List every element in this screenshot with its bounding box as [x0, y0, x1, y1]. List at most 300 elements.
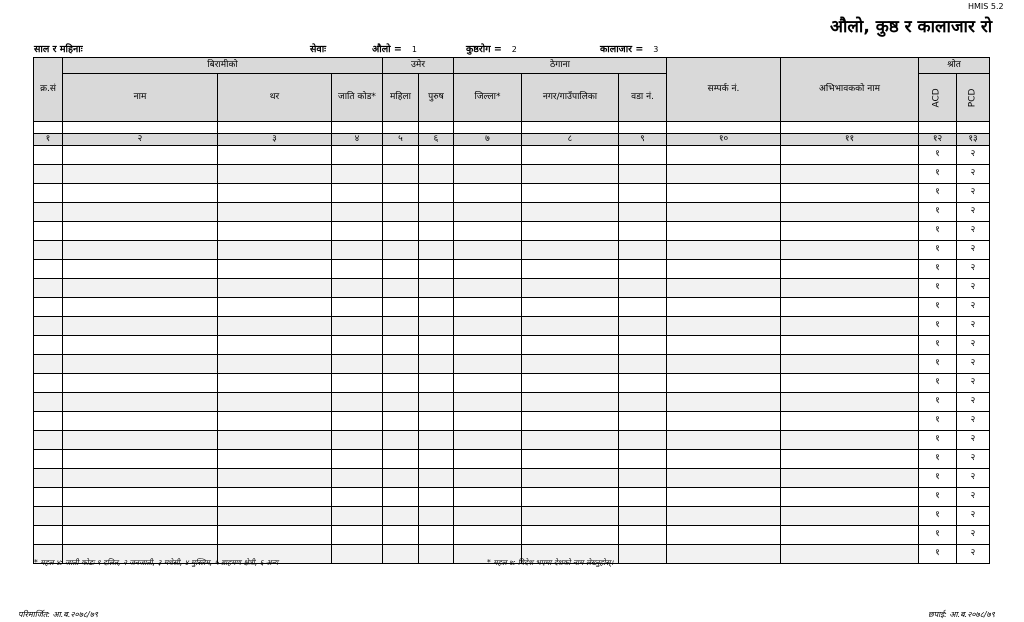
entry-cell[interactable] — [667, 393, 781, 412]
entry-cell[interactable] — [332, 412, 383, 431]
acd-option-cell[interactable]: १ — [919, 184, 957, 203]
entry-cell[interactable] — [34, 165, 63, 184]
acd-option-cell[interactable]: १ — [919, 412, 957, 431]
entry-cell[interactable] — [781, 336, 919, 355]
entry-cell[interactable] — [454, 355, 522, 374]
entry-cell[interactable] — [454, 298, 522, 317]
entry-cell[interactable] — [34, 241, 63, 260]
entry-cell[interactable] — [619, 146, 667, 165]
entry-cell[interactable] — [34, 374, 63, 393]
entry-cell[interactable] — [332, 526, 383, 545]
entry-cell[interactable] — [218, 355, 332, 374]
entry-cell[interactable] — [63, 203, 218, 222]
entry-cell[interactable] — [218, 526, 332, 545]
entry-cell[interactable] — [619, 260, 667, 279]
entry-cell[interactable] — [419, 545, 454, 564]
table-row — [34, 241, 990, 260]
entry-cell[interactable] — [63, 355, 218, 374]
entry-cell[interactable] — [522, 317, 619, 336]
entry-cell[interactable] — [383, 336, 419, 355]
entry-cell[interactable] — [454, 146, 522, 165]
entry-cell[interactable] — [419, 355, 454, 374]
entry-cell[interactable] — [667, 260, 781, 279]
entry-cell[interactable] — [454, 203, 522, 222]
acd-option-cell[interactable]: १ — [919, 469, 957, 488]
entry-cell[interactable] — [63, 450, 218, 469]
entry-cell[interactable] — [419, 203, 454, 222]
entry-cell[interactable] — [454, 431, 522, 450]
entry-cell[interactable] — [63, 317, 218, 336]
entry-cell[interactable] — [419, 507, 454, 526]
pcd-option-cell[interactable]: २ — [957, 203, 990, 222]
entry-cell[interactable] — [34, 488, 63, 507]
entry-cell[interactable] — [667, 146, 781, 165]
entry-cell[interactable] — [667, 336, 781, 355]
table-row — [34, 146, 990, 165]
entry-cell[interactable] — [522, 146, 619, 165]
entry-cell[interactable] — [667, 431, 781, 450]
entry-cell[interactable] — [63, 488, 218, 507]
entry-cell[interactable] — [34, 260, 63, 279]
pcd-option-cell[interactable]: २ — [957, 526, 990, 545]
entry-cell[interactable] — [218, 374, 332, 393]
entry-cell[interactable] — [781, 165, 919, 184]
pcd-option-cell[interactable]: २ — [957, 279, 990, 298]
entry-cell[interactable] — [667, 355, 781, 374]
pcd-option-cell[interactable]: २ — [957, 374, 990, 393]
entry-cell[interactable] — [218, 412, 332, 431]
pcd-option-cell[interactable]: २ — [957, 488, 990, 507]
entry-cell[interactable] — [619, 279, 667, 298]
acd-option-cell[interactable]: १ — [919, 507, 957, 526]
column-number-row — [34, 134, 990, 146]
entry-cell[interactable] — [667, 298, 781, 317]
entry-cell[interactable] — [781, 355, 919, 374]
entry-cell[interactable] — [332, 488, 383, 507]
entry-cell[interactable] — [332, 545, 383, 564]
entry-cell[interactable] — [454, 507, 522, 526]
entry-cell[interactable] — [218, 165, 332, 184]
entry-cell[interactable] — [218, 469, 332, 488]
col-caste-header: जाति कोड* — [332, 74, 383, 122]
acd-option-cell[interactable]: १ — [919, 545, 957, 564]
entry-cell[interactable] — [619, 317, 667, 336]
entry-cell[interactable] — [781, 450, 919, 469]
pcd-option-cell[interactable]: २ — [957, 450, 990, 469]
entry-cell[interactable] — [63, 279, 218, 298]
entry-cell[interactable] — [383, 412, 419, 431]
pcd-option-cell[interactable]: २ — [957, 355, 990, 374]
entry-cell[interactable] — [383, 298, 419, 317]
entry-cell[interactable] — [332, 507, 383, 526]
entry-cell[interactable] — [332, 260, 383, 279]
entry-cell[interactable] — [522, 450, 619, 469]
register-table — [33, 57, 990, 564]
entry-cell[interactable] — [619, 526, 667, 545]
entry-cell[interactable] — [63, 469, 218, 488]
entry-cell[interactable] — [454, 184, 522, 203]
entry-cell[interactable] — [667, 450, 781, 469]
entry-cell[interactable] — [454, 469, 522, 488]
pcd-option-cell[interactable]: २ — [957, 545, 990, 564]
entry-cell[interactable] — [667, 412, 781, 431]
entry-cell[interactable] — [522, 184, 619, 203]
pcd-option-cell[interactable]: २ — [957, 336, 990, 355]
entry-cell[interactable] — [619, 374, 667, 393]
entry-cell[interactable] — [218, 298, 332, 317]
entry-cell[interactable] — [667, 241, 781, 260]
form-code: HMIS 5.2 — [968, 2, 1004, 11]
entry-cell[interactable] — [332, 165, 383, 184]
entry-cell[interactable] — [454, 222, 522, 241]
entry-cell[interactable] — [63, 241, 218, 260]
entry-cell[interactable] — [781, 545, 919, 564]
entry-cell[interactable] — [454, 374, 522, 393]
col-ward-header: वडा नं. — [619, 74, 667, 122]
entry-cell[interactable] — [667, 165, 781, 184]
entry-cell[interactable] — [781, 203, 919, 222]
option-value: 1 — [411, 45, 417, 54]
entry-cell[interactable] — [667, 374, 781, 393]
entry-cell[interactable] — [419, 279, 454, 298]
entry-cell[interactable] — [781, 431, 919, 450]
option-label: औलो = — [372, 44, 402, 55]
entry-cell[interactable] — [419, 298, 454, 317]
entry-cell[interactable] — [332, 374, 383, 393]
entry-cell[interactable] — [619, 298, 667, 317]
entry-cell[interactable] — [332, 241, 383, 260]
acd-option-cell[interactable]: १ — [919, 355, 957, 374]
entry-cell[interactable] — [218, 260, 332, 279]
footer-printed: छपाई: आ.ब.२०७८/७९ — [928, 610, 995, 619]
entry-cell[interactable] — [34, 355, 63, 374]
entry-cell[interactable] — [419, 165, 454, 184]
entry-cell[interactable] — [419, 222, 454, 241]
entry-cell[interactable] — [419, 526, 454, 545]
entry-cell[interactable] — [34, 146, 63, 165]
entry-cell[interactable] — [522, 298, 619, 317]
entry-cell[interactable] — [781, 298, 919, 317]
entry-cell[interactable] — [332, 355, 383, 374]
entry-cell[interactable] — [667, 545, 781, 564]
entry-cell[interactable] — [667, 526, 781, 545]
entry-cell[interactable] — [619, 431, 667, 450]
entry-cell[interactable] — [454, 412, 522, 431]
entry-cell[interactable] — [332, 203, 383, 222]
pcd-option-cell[interactable]: २ — [957, 469, 990, 488]
entry-cell[interactable] — [419, 336, 454, 355]
entry-cell[interactable] — [619, 488, 667, 507]
entry-cell[interactable] — [419, 412, 454, 431]
entry-cell[interactable] — [63, 507, 218, 526]
entry-cell[interactable] — [667, 507, 781, 526]
entry-cell[interactable] — [332, 146, 383, 165]
entry-cell[interactable] — [522, 241, 619, 260]
entry-cell[interactable] — [383, 488, 419, 507]
entry-cell[interactable] — [522, 260, 619, 279]
entry-cell[interactable] — [619, 507, 667, 526]
entry-cell[interactable] — [383, 469, 419, 488]
entry-cell[interactable] — [454, 488, 522, 507]
entry-cell[interactable] — [218, 184, 332, 203]
entry-cell[interactable] — [619, 355, 667, 374]
entry-cell[interactable] — [63, 393, 218, 412]
entry-cell[interactable] — [34, 203, 63, 222]
entry-cell[interactable] — [332, 317, 383, 336]
entry-cell[interactable] — [63, 165, 218, 184]
entry-cell[interactable] — [619, 412, 667, 431]
pcd-option-cell[interactable]: २ — [957, 412, 990, 431]
entry-cell[interactable] — [383, 203, 419, 222]
entry-cell[interactable] — [218, 393, 332, 412]
entry-cell[interactable] — [34, 222, 63, 241]
entry-cell[interactable] — [332, 298, 383, 317]
entry-cell[interactable] — [619, 165, 667, 184]
entry-cell[interactable] — [781, 279, 919, 298]
entry-cell[interactable] — [34, 412, 63, 431]
entry-cell[interactable] — [34, 184, 63, 203]
entry-cell[interactable] — [383, 279, 419, 298]
column-number: १० — [667, 134, 781, 146]
pcd-option-cell[interactable]: २ — [957, 431, 990, 450]
acd-option-cell[interactable]: १ — [919, 146, 957, 165]
entry-cell[interactable] — [522, 393, 619, 412]
entry-cell[interactable] — [522, 203, 619, 222]
acd-option-cell[interactable]: १ — [919, 336, 957, 355]
entry-cell[interactable] — [383, 222, 419, 241]
entry-cell[interactable] — [218, 317, 332, 336]
entry-cell[interactable] — [522, 165, 619, 184]
entry-cell[interactable] — [619, 203, 667, 222]
entry-cell[interactable] — [522, 507, 619, 526]
entry-cell[interactable] — [522, 469, 619, 488]
acd-option-cell[interactable]: १ — [919, 222, 957, 241]
column-number: ६ — [419, 134, 454, 146]
entry-cell[interactable] — [619, 469, 667, 488]
entry-cell[interactable] — [454, 241, 522, 260]
entry-cell[interactable] — [667, 469, 781, 488]
entry-cell[interactable] — [63, 146, 218, 165]
acd-option-cell[interactable]: १ — [919, 241, 957, 260]
entry-cell[interactable] — [419, 260, 454, 279]
entry-cell[interactable] — [781, 469, 919, 488]
entry-cell[interactable] — [781, 526, 919, 545]
entry-cell[interactable] — [218, 431, 332, 450]
entry-cell[interactable] — [383, 431, 419, 450]
entry-cell[interactable] — [781, 184, 919, 203]
entry-cell[interactable] — [619, 336, 667, 355]
acd-option-cell[interactable]: १ — [919, 488, 957, 507]
entry-cell[interactable] — [63, 374, 218, 393]
entry-cell[interactable] — [383, 507, 419, 526]
entry-cell[interactable] — [419, 146, 454, 165]
entry-cell[interactable] — [383, 355, 419, 374]
entry-cell[interactable] — [419, 431, 454, 450]
entry-cell[interactable] — [218, 488, 332, 507]
entry-cell[interactable] — [218, 336, 332, 355]
entry-cell[interactable] — [419, 241, 454, 260]
acd-option-cell[interactable]: १ — [919, 317, 957, 336]
entry-cell[interactable] — [522, 222, 619, 241]
entry-cell[interactable] — [454, 526, 522, 545]
pcd-option-cell[interactable]: २ — [957, 260, 990, 279]
entry-cell[interactable] — [619, 545, 667, 564]
entry-cell[interactable] — [781, 507, 919, 526]
entry-cell[interactable] — [781, 393, 919, 412]
entry-cell[interactable] — [522, 431, 619, 450]
entry-cell[interactable] — [667, 317, 781, 336]
table-row — [34, 260, 990, 279]
acd-option-cell[interactable]: १ — [919, 298, 957, 317]
entry-cell[interactable] — [454, 165, 522, 184]
entry-cell[interactable] — [454, 450, 522, 469]
entry-cell[interactable] — [667, 279, 781, 298]
entry-cell[interactable] — [522, 488, 619, 507]
entry-cell[interactable] — [332, 431, 383, 450]
entry-cell[interactable] — [383, 393, 419, 412]
entry-cell[interactable] — [218, 203, 332, 222]
entry-cell[interactable] — [383, 184, 419, 203]
entry-cell[interactable] — [419, 317, 454, 336]
entry-cell[interactable] — [522, 526, 619, 545]
entry-cell[interactable] — [419, 374, 454, 393]
entry-cell[interactable] — [383, 317, 419, 336]
entry-cell[interactable] — [63, 222, 218, 241]
pcd-option-cell[interactable]: २ — [957, 146, 990, 165]
entry-cell[interactable] — [522, 412, 619, 431]
entry-cell[interactable] — [218, 241, 332, 260]
acd-option-cell[interactable]: १ — [919, 526, 957, 545]
entry-cell[interactable] — [419, 469, 454, 488]
entry-cell[interactable] — [63, 184, 218, 203]
entry-cell[interactable] — [522, 279, 619, 298]
entry-cell[interactable] — [781, 222, 919, 241]
pcd-option-cell[interactable]: २ — [957, 393, 990, 412]
table-row — [34, 336, 990, 355]
entry-cell[interactable] — [34, 393, 63, 412]
acd-option-cell[interactable]: १ — [919, 279, 957, 298]
entry-cell[interactable] — [383, 165, 419, 184]
entry-cell[interactable] — [332, 336, 383, 355]
entry-cell[interactable] — [218, 450, 332, 469]
entry-cell[interactable] — [619, 222, 667, 241]
entry-cell[interactable] — [63, 431, 218, 450]
entry-cell[interactable] — [383, 146, 419, 165]
entry-cell[interactable] — [454, 317, 522, 336]
entry-cell[interactable] — [218, 279, 332, 298]
entry-cell[interactable] — [619, 393, 667, 412]
entry-cell[interactable] — [781, 146, 919, 165]
entry-cell[interactable] — [34, 298, 63, 317]
entry-cell[interactable] — [667, 222, 781, 241]
entry-cell[interactable] — [522, 336, 619, 355]
entry-cell[interactable] — [454, 336, 522, 355]
entry-cell[interactable] — [667, 184, 781, 203]
pcd-option-cell[interactable]: २ — [957, 298, 990, 317]
entry-cell[interactable] — [332, 469, 383, 488]
entry-cell[interactable] — [383, 545, 419, 564]
entry-cell[interactable] — [63, 260, 218, 279]
entry-cell[interactable] — [63, 412, 218, 431]
entry-cell[interactable] — [332, 184, 383, 203]
column-number: ४ — [332, 134, 383, 146]
entry-cell[interactable] — [332, 450, 383, 469]
entry-cell[interactable] — [781, 260, 919, 279]
entry-cell[interactable] — [383, 241, 419, 260]
entry-cell[interactable] — [34, 336, 63, 355]
entry-cell[interactable] — [781, 412, 919, 431]
entry-cell[interactable] — [34, 526, 63, 545]
entry-cell[interactable] — [383, 450, 419, 469]
entry-cell[interactable] — [34, 431, 63, 450]
entry-cell[interactable] — [522, 374, 619, 393]
pcd-option-cell[interactable]: २ — [957, 317, 990, 336]
column-number: ७ — [454, 134, 522, 146]
col-serial-header: क्र.सं — [34, 58, 63, 122]
entry-cell[interactable] — [781, 317, 919, 336]
pcd-option-cell[interactable]: २ — [957, 222, 990, 241]
entry-cell[interactable] — [454, 393, 522, 412]
entry-cell[interactable] — [383, 260, 419, 279]
entry-cell[interactable] — [332, 279, 383, 298]
entry-cell[interactable] — [419, 184, 454, 203]
pcd-option-cell[interactable]: २ — [957, 507, 990, 526]
entry-cell[interactable] — [522, 355, 619, 374]
entry-cell[interactable] — [383, 374, 419, 393]
pcd-option-cell[interactable]: २ — [957, 184, 990, 203]
entry-cell[interactable] — [63, 336, 218, 355]
entry-cell[interactable] — [419, 450, 454, 469]
entry-cell[interactable] — [218, 146, 332, 165]
entry-cell[interactable] — [63, 298, 218, 317]
entry-cell[interactable] — [34, 450, 63, 469]
acd-option-cell[interactable]: १ — [919, 203, 957, 222]
entry-cell[interactable] — [667, 488, 781, 507]
entry-cell[interactable] — [332, 222, 383, 241]
entry-cell[interactable] — [34, 469, 63, 488]
entry-cell[interactable] — [218, 222, 332, 241]
entry-cell[interactable] — [34, 279, 63, 298]
entry-cell[interactable] — [781, 374, 919, 393]
entry-cell[interactable] — [781, 241, 919, 260]
entry-cell[interactable] — [419, 488, 454, 507]
entry-cell[interactable] — [34, 317, 63, 336]
entry-cell[interactable] — [781, 488, 919, 507]
acd-option-cell[interactable]: १ — [919, 450, 957, 469]
entry-cell[interactable] — [667, 203, 781, 222]
pcd-option-cell[interactable]: २ — [957, 165, 990, 184]
acd-option-cell[interactable]: १ — [919, 393, 957, 412]
entry-cell[interactable] — [619, 241, 667, 260]
entry-cell[interactable] — [419, 393, 454, 412]
entry-cell[interactable] — [63, 526, 218, 545]
entry-cell[interactable] — [619, 184, 667, 203]
entry-cell[interactable] — [454, 260, 522, 279]
acd-option-cell[interactable]: १ — [919, 431, 957, 450]
entry-cell[interactable] — [218, 507, 332, 526]
acd-option-cell[interactable]: १ — [919, 165, 957, 184]
acd-option-cell[interactable]: १ — [919, 260, 957, 279]
pcd-option-cell[interactable]: २ — [957, 241, 990, 260]
entry-cell[interactable] — [383, 526, 419, 545]
entry-cell[interactable] — [454, 279, 522, 298]
entry-cell[interactable] — [619, 450, 667, 469]
column-number: १ — [34, 134, 63, 146]
entry-cell[interactable] — [332, 393, 383, 412]
option-label: कालाजार = — [600, 44, 644, 55]
acd-option-cell[interactable]: १ — [919, 374, 957, 393]
entry-cell[interactable] — [34, 507, 63, 526]
